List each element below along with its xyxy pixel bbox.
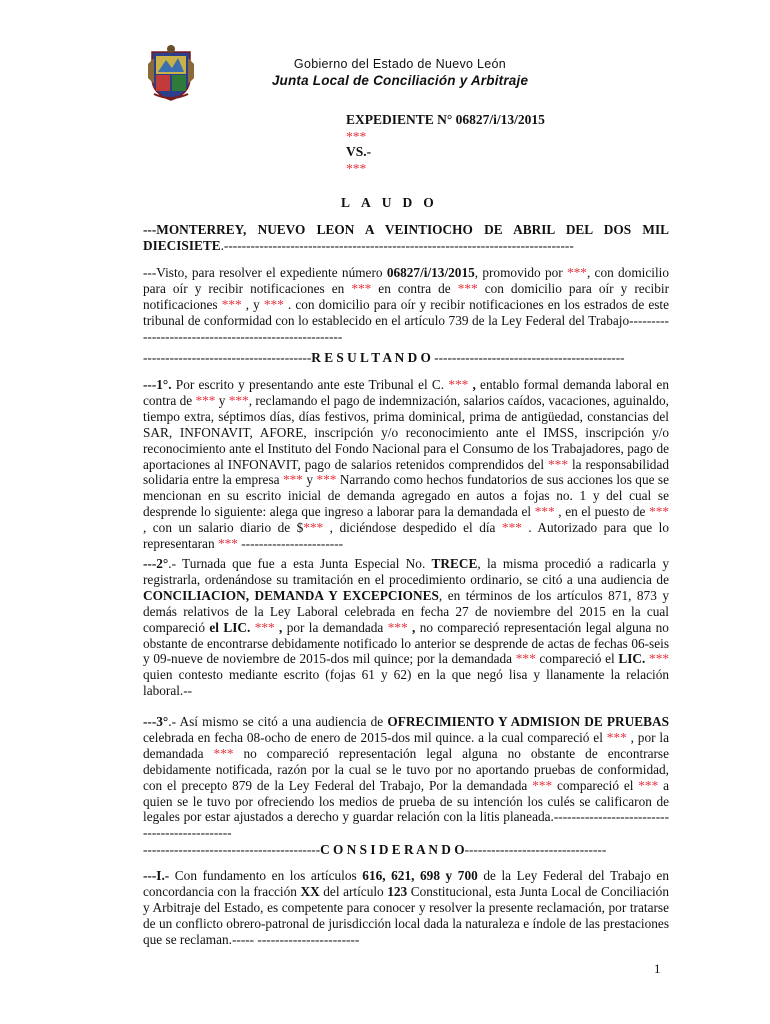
redacted-text: ***	[263, 296, 284, 312]
board-name: Junta Local de Conciliación y Arbitraje	[271, 73, 529, 88]
bold-text: LIC.	[618, 651, 646, 667]
redacted-text: ***	[316, 472, 337, 488]
body-text: Con fundamento en los artículos	[169, 868, 363, 883]
body-text: -----------------------	[237, 536, 344, 552]
body-text: .- Turnada que fue a esta Junta Especial No.	[168, 556, 432, 571]
bold-text: ,	[468, 377, 481, 392]
body-text: compareció el	[552, 777, 639, 793]
redacted-text: ***	[534, 504, 555, 520]
bold-text: ---1°.	[143, 377, 172, 392]
body-text: y	[302, 472, 317, 488]
bold-text: 616, 621, 698 y 700	[362, 868, 478, 883]
body-text: , promovido por	[474, 265, 567, 280]
body-text: , y	[241, 296, 264, 312]
redacted-text: ***	[221, 296, 242, 312]
body-text: con domicilio para oír y recibir notificaciones	[143, 280, 670, 312]
body-text: Narrando como hechos fundatorios de sus acciones los que se mencionan en su escrito inicial de demanda agregado en autos a fojas no. 1 y del cual se desprende lo siguiente: alega que ingreso a laborar para la demandada el	[143, 472, 670, 520]
considerando-item-1	[143, 868, 669, 948]
date-paragraph	[143, 222, 669, 254]
body-text: . Autorizado para que lo representaran	[143, 520, 670, 552]
body-text: , con domicilio para oír y recibir notificaciones en	[143, 265, 670, 296]
page-number: 1	[654, 961, 661, 976]
body-text: ---Visto, para resolver el expediente número	[143, 265, 387, 280]
bold-text: TRECE	[431, 556, 478, 571]
body-text: .- Así mismo se citó a una audiencia de	[168, 714, 388, 729]
body-text: , en términos de los artículos 871, 873 y demás relativos de la Ley Laboral celebrada en fecha 27 de noviembre del 2015 en la cual compareció	[143, 587, 670, 635]
redacted-text: ***	[649, 504, 669, 520]
body-text: en contra de	[371, 280, 458, 296]
redacted-text: ***	[457, 280, 478, 296]
redacted-text: ***	[351, 280, 372, 296]
bold-text: OFRECIMIENTO Y ADMISION DE PRUEBAS	[387, 714, 669, 729]
body-text: Por escrito y presentando ante este Tribunal el C.	[171, 377, 449, 392]
body-text: , reclamando el pago de indemnización, salarios caídos, vacaciones, aguinaldo, tiempo extra, séptimos días, días festivos, prima dominical, prima de antigüedad, constancias del SAR, INFONAVIT, AFORE, inscripción y/o reconocimiento ante el IMSS, inscripción y/o reconocimiento ante el Instituto del Fondo Nacional para el Consumo de los Trabajadores, pago de aportaciones al INFONAVIT, pago de salarios retenidos comprendidos del	[143, 392, 669, 472]
redacted-text: ***	[282, 472, 303, 488]
date-line-dashes: .-------------------------------------------------------------------------------	[220, 237, 574, 253]
redacted-text: ***	[217, 536, 238, 552]
redacted-text: ***	[638, 777, 659, 793]
body-text: Constitucional, esta Junta Local de Conciliación y Arbitraje del Estado, es competente para conocer y resolver la presente reclamación, por tratarse de un conflicto obrero-patronal de jurisdicción local dada la naturaleza e índole de las prestaciones que se reclaman.----- -----------------------	[143, 883, 669, 947]
body-text: celebrada en fecha 08-ocho de enero de 2015-dos mil quince. a la cual compareció el	[143, 729, 607, 745]
body-text: , con un salario diario de $	[143, 520, 304, 536]
body-text: la responsabilidad solidaria entre la empresa	[143, 456, 669, 488]
government-name: Gobierno del Estado de Nuevo León	[293, 57, 507, 71]
redacted-text: ***	[254, 619, 275, 635]
redacted-text: ***	[548, 456, 568, 472]
bold-text: ,	[407, 619, 420, 635]
redacted-text: ***	[228, 392, 249, 408]
resultando-title: R E S U L T A N D O	[311, 350, 431, 365]
resultando-item-2	[143, 556, 669, 699]
body-text: y	[215, 392, 229, 408]
defendant-redacted: ***	[346, 161, 367, 176]
visto-paragraph	[143, 265, 669, 345]
bold-text: CONCILIACION, DEMANDA Y EXCEPCIONES	[143, 587, 439, 603]
redacted-text: ***	[606, 729, 627, 745]
body-text: compareció el	[535, 651, 619, 667]
body-text: del artículo	[319, 883, 388, 899]
redacted-text: ***	[567, 265, 587, 280]
date-line: ---MONTERREY, NUEVO LEON A VEINTIOCHO DE ABRIL DEL DOS MIL DIECISIETE	[143, 222, 669, 253]
resultando-heading	[143, 350, 669, 366]
resultando-item-1	[143, 377, 669, 552]
body-text: , en el puesto de	[554, 504, 650, 520]
body-text: no compareció representación legal alguna no obstante de encontrarse debidamente notificado lo anterior se desprende de actas de fechas 06-seis y 09-nueve de noviembre de 2015-dos mil quince; por la demandada	[143, 619, 669, 667]
bold-text: 06827/i/13/2015	[386, 265, 475, 280]
body-text: quien contesto mediante escrito (fojas 61 y 62) en la que negó lisa y llanamente la relación laboral.--	[143, 667, 669, 699]
bold-text: 123	[387, 883, 408, 899]
heading-dashes-left: --------------------------------------	[143, 350, 312, 365]
versus-label: VS.-	[346, 144, 372, 159]
redacted-text: ***	[303, 520, 324, 536]
redacted-text: ***	[501, 520, 522, 536]
resultando-item-3	[143, 714, 669, 841]
bold-text: ---I.-	[143, 868, 170, 883]
body-text: de la Ley Federal del Trabajo en concordancia con la fracción	[143, 868, 669, 899]
redacted-text: ***	[448, 377, 469, 392]
redacted-text: ***	[515, 651, 536, 667]
heading-dashes-left: ----------------------------------------	[143, 842, 321, 857]
redacted-text: ***	[649, 651, 669, 667]
considerando-title: C O N S I D E R A N D O	[320, 842, 465, 857]
body-text: , por la demandada	[143, 729, 669, 761]
redacted-text: ***	[195, 392, 216, 408]
bold-text: ---3°	[143, 714, 169, 729]
body-text: entablo formal demanda laboral en contra de	[143, 377, 669, 408]
considerando-heading	[143, 842, 669, 858]
bold-text: ---2°	[143, 556, 169, 571]
bold-text: el LIC.	[209, 619, 251, 635]
body-text: , diciéndose despedido el día	[323, 520, 502, 536]
body-text: . con domicilio para oír y recibir notificaciones en los estrados de este tribunal de conformidad con lo establecido en el artículo 739 de la Ley Federal del Trabajo------------------------------------------------------	[143, 296, 670, 344]
case-number: EXPEDIENTE N° 06827/i/13/2015	[346, 112, 545, 127]
redacted-text: ***	[387, 619, 408, 635]
body-text: no compareció representación legal alguna no obstante de encontrarse debidamente notificada, razón por la cual se le tuvo por no aportando pruebas de conformidad, con el precepto 879 de la Ley Federal del Trabajo, Por la demandada	[143, 745, 669, 793]
heading-dashes-right: -------------------------------------------	[430, 350, 625, 365]
body-text: por la demandada	[286, 619, 388, 635]
bold-text: XX	[300, 883, 320, 899]
body-text: , la misma procedió a radicarla y registrarla, ordenándose su tramitación en el procedimiento ordinario, se citó a una audiencia de	[143, 556, 669, 587]
document-title: LAUDO	[341, 195, 445, 210]
heading-dashes-right: --------------------------------	[464, 842, 607, 857]
body-text: a quien se le tuvo por ofreciendo los medios de prueba de su intención los culés se calificaron de legales por estar ajustados a derecho y guardar relación con la litis planeada.----------------------------------------------	[143, 777, 669, 841]
plaintiff-redacted: ***	[346, 129, 367, 144]
bold-text: ,	[274, 619, 287, 635]
redacted-text: ***	[213, 745, 234, 761]
redacted-text: ***	[532, 777, 553, 793]
